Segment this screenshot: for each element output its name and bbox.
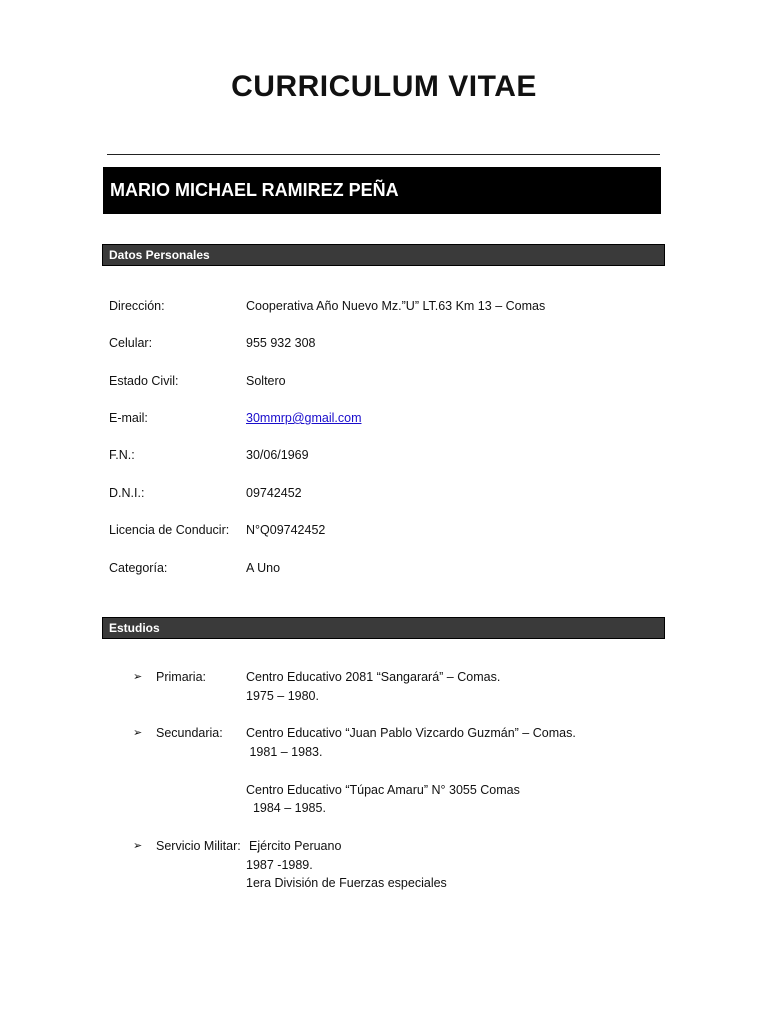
section-header-personal: Datos Personales	[102, 244, 665, 266]
row-label: D.N.I.:	[109, 486, 145, 500]
row-label: Categoría:	[109, 561, 168, 575]
row-label: Estado Civil:	[109, 374, 179, 388]
row-label: F.N.:	[109, 448, 135, 462]
study-years: 1987 -1989.	[246, 858, 313, 872]
row-value: A Uno	[246, 561, 281, 575]
arrowhead-bullet-icon: ➢	[133, 671, 143, 683]
military-division: 1era División de Fuerzas especiales	[246, 876, 447, 890]
study-label-secundaria: Secundaria:	[156, 726, 223, 740]
title-divider	[107, 154, 660, 155]
arrowhead-bullet-icon: ➢	[133, 840, 143, 852]
row-value: 955 932 308	[246, 336, 316, 350]
row-label: Dirección:	[109, 299, 165, 313]
study-school: Centro Educativo “Juan Pablo Vizcardo Guzmán” – Comas.	[246, 726, 576, 740]
row-label: E-mail:	[109, 411, 148, 425]
email-link[interactable]: 30mmrp@gmail.com	[246, 411, 362, 425]
section-header-studies: Estudios	[102, 617, 665, 639]
page-title: CURRICULUM VITAE	[231, 70, 537, 103]
study-years: 1975 – 1980.	[246, 689, 319, 703]
row-value: 09742452	[246, 486, 302, 500]
study-years: 1981 – 1983.	[246, 745, 323, 759]
study-label-primaria: Primaria:	[156, 670, 207, 684]
row-value: N°Q09742452	[246, 523, 326, 537]
arrowhead-bullet-icon: ➢	[133, 727, 143, 739]
row-label: Licencia de Conducir:	[109, 523, 230, 537]
study-school: Centro Educativo 2081 “Sangarará” – Comas.	[246, 670, 501, 684]
row-value: 30/06/1969	[246, 448, 309, 462]
row-label: Celular:	[109, 336, 153, 350]
name-banner: MARIO MICHAEL RAMIREZ PEÑA	[103, 167, 661, 214]
military-unit: Ejército Peruano	[249, 839, 342, 853]
row-value: Soltero	[246, 374, 286, 388]
row-value: Cooperativa Año Nuevo Mz.”U” LT.63 Km 13 – Comas	[246, 299, 546, 313]
study-years: 1984 – 1985.	[246, 801, 326, 815]
study-school: Centro Educativo “Túpac Amaru” N° 3055 Comas	[246, 783, 520, 797]
study-label-militar: Servicio Militar:	[156, 839, 241, 853]
